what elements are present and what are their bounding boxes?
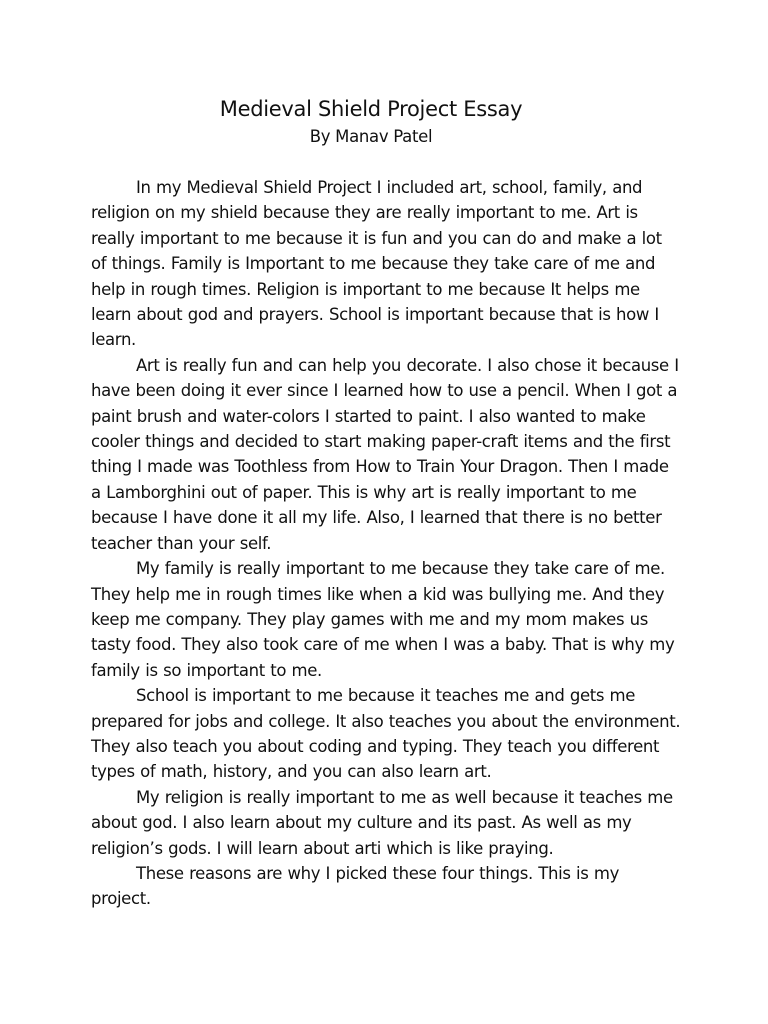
paragraph-4: School is important to me because it teaches me and gets me prepared for jobs and college. It also teaches you about the environment. They also teach you about coding and typing. They teach you different types of math, history, and you can also learn art.	[91, 686, 681, 782]
paragraph-1: In my Medieval Shield Project I included art, school, family, and religion on my shield because they are really important to me. Art is really important to me because it is fun and you can do and make a lot of things. Family is Important to me because they take care of me and help in rough times. Religion is important to me because It helps me learn about god and prayers. School is important because that is how I learn.	[91, 178, 662, 350]
paragraph-3: My family is really important to me because they take care of me. They help me in rough times like when a kid was bullying me. And they keep me company. They play games with me and my mom makes us tasty food. They also took care of me when I was a baby. That is why my family is so important to me.	[91, 559, 675, 680]
paragraph-6: These reasons are why I picked these four things. This is my project.	[91, 863, 620, 909]
document-author: By Manav Patel	[309, 127, 433, 146]
document-title: Medieval Shield Project Essay	[219, 97, 523, 121]
paragraph-5: My religion is really important to me as well because it teaches me about god. I also learn about my culture and its past. As well as my religion’s gods. I will learn about arti which is like praying.	[91, 787, 673, 858]
essay-body	[91, 175, 681, 912]
paragraph-2: Art is really fun and can help you decorate. I also chose it because I have been doing it ever since I learned how to use a pencil. When I got a paint brush and water-colors I started to paint. I also wanted to make cooler things and decided to start making paper-craft items and the first thing I made was Toothless from How to Train Your Dragon. Then I made a Lamborghini out of paper. This is why art is really important to me because I have done it all my life. Also, I learned that there is no better teacher than your self.	[91, 355, 679, 553]
